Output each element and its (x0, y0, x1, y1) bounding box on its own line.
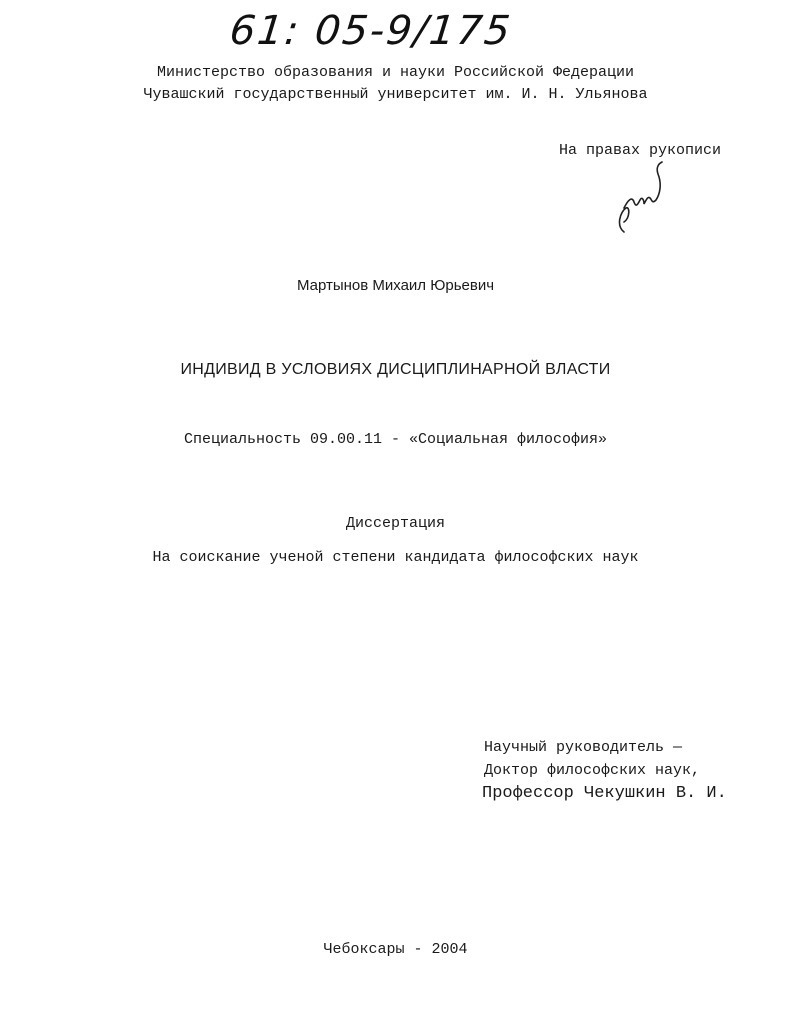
supervisor-label: Научный руководитель — (484, 739, 683, 756)
manuscript-rights-note: На правах рукописи (559, 142, 722, 159)
place-and-year: Чебоксары - 2004 (323, 941, 468, 958)
author-signature (612, 160, 668, 238)
specialty-line: Специальность 09.00.11 - «Социальная философия» (183, 431, 608, 448)
handwritten-archive-number: 61: 05-9/175 (227, 8, 515, 54)
supervisor-name: Профессор Чекушкин В. И. (482, 784, 727, 803)
supervisor-degree: Доктор философских наук, (484, 762, 701, 779)
author-name: Мартынов Михаил Юрьевич (296, 277, 495, 294)
dissertation-title: ИНДИВИД В УСЛОВИЯХ ДИСЦИПЛИНАРНОЙ ВЛАСТИ (180, 361, 611, 378)
ministry-line: Министерство образования и науки Российской Федерации (156, 64, 635, 81)
university-line: Чувашский государственный университет им. И. Н. Ульянова (143, 86, 648, 103)
degree-line: На соискание ученой степени кандидата философских наук (152, 549, 639, 566)
document-type: Диссертация (345, 515, 446, 532)
